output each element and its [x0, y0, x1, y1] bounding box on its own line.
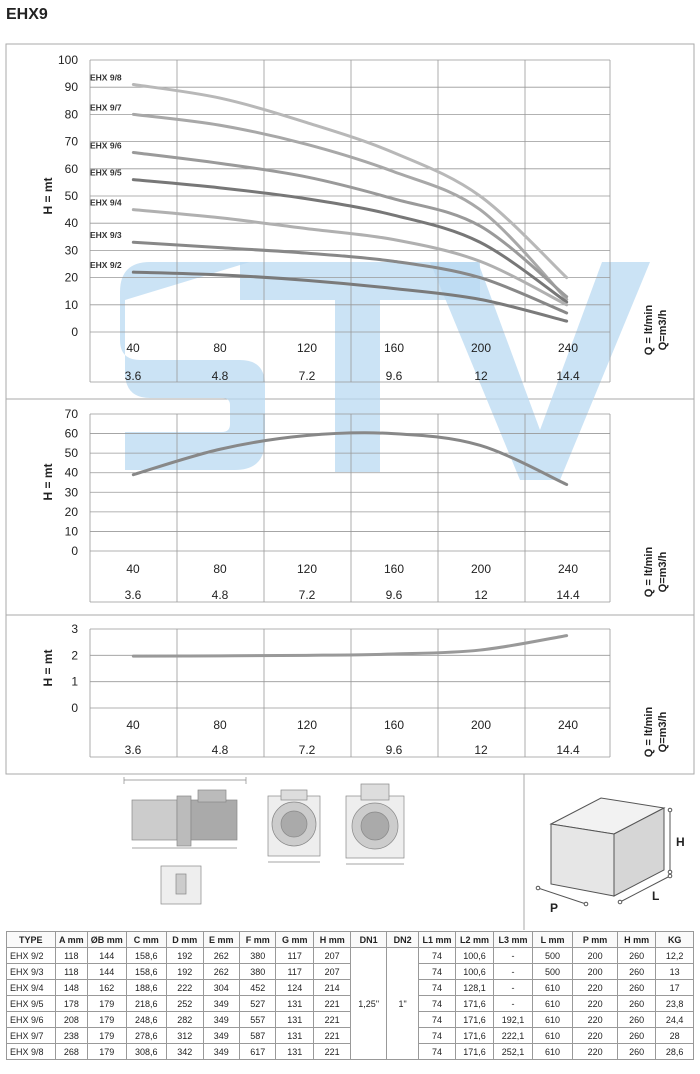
table-cell: 17 [656, 980, 694, 996]
table-cell: 178 [55, 996, 87, 1012]
table-cell: 124 [276, 980, 313, 996]
table-cell: 252,1 [494, 1044, 533, 1060]
table-cell: 380 [240, 964, 276, 980]
y-tick-label: 3 [71, 622, 78, 636]
table-cell: 220 [573, 980, 618, 996]
table-cell-type: EHX 9/7 [7, 1028, 56, 1044]
table-cell: 220 [573, 1044, 618, 1060]
table-header-cell: L1 mm [419, 932, 455, 948]
series-label-ehx-9-6: EHX 9/6 [90, 140, 122, 151]
x-tick-label-m3h: 14.4 [556, 743, 580, 757]
table-cell: 171,6 [455, 1028, 494, 1044]
table-cell: 74 [419, 996, 455, 1012]
y-tick-label: 2 [71, 648, 78, 663]
table-cell: 342 [167, 1044, 203, 1060]
table-cell-type: EHX 9/4 [7, 980, 56, 996]
x-tick-label-m3h: 3.6 [124, 369, 142, 383]
table-cell: 260 [617, 948, 656, 964]
table-cell: 144 [88, 964, 127, 980]
table-cell: 221 [313, 1012, 350, 1028]
y-tick-label: 20 [64, 504, 78, 519]
table-cell: 587 [240, 1028, 276, 1044]
series-label-ehx-9-3: EHX 9/3 [90, 230, 122, 241]
x-tick-label-lmin: 240 [557, 562, 579, 576]
x-tick-label-m3h: 12 [474, 743, 488, 757]
table-header-cell: L mm [532, 932, 573, 948]
x-tick-label-lmin: 40 [126, 341, 140, 355]
x-tick-label-lmin: 80 [213, 718, 227, 732]
x-tick-label-lmin: 200 [470, 718, 492, 732]
series-label-ehx-9-8: EHX 9/8 [90, 72, 122, 83]
x-tick-label-m3h: 3.6 [124, 588, 142, 602]
x-tick-label-lmin: 80 [213, 341, 227, 355]
table-cell: 179 [88, 1028, 127, 1044]
x-tick-label-m3h: 14.4 [556, 588, 580, 602]
x-tick-label-lmin: 120 [296, 341, 318, 355]
table-cell: 179 [88, 1012, 127, 1028]
series-label-ehx-9-5: EHX 9/5 [90, 167, 122, 178]
table-cell: 610 [532, 980, 573, 996]
table-cell: 74 [419, 964, 455, 980]
table-cell: 252 [167, 996, 203, 1012]
table-cell: 179 [88, 1044, 127, 1060]
table-cell: 221 [313, 1044, 350, 1060]
table-cell: 131 [276, 996, 313, 1012]
table-cell: - [494, 964, 533, 980]
table-cell: 262 [203, 948, 239, 964]
table-cell: 221 [313, 1028, 350, 1044]
y-tick-label: 10 [64, 297, 78, 312]
x-axis-label-lmin: Q = lt/min [643, 546, 655, 598]
table-cell: 28,6 [656, 1044, 694, 1060]
table-cell: 100,6 [455, 964, 494, 980]
table-cell: 74 [419, 980, 455, 996]
table-cell: 207 [313, 948, 350, 964]
x-tick-label-m3h: 4.8 [211, 369, 229, 383]
x-tick-label-lmin: 120 [296, 562, 318, 576]
y-axis-label: H = mt [41, 463, 55, 501]
y-tick-label: 30 [64, 485, 78, 500]
table-body [7, 948, 694, 1060]
x-tick-label-lmin: 200 [470, 562, 492, 576]
y-tick-label: 60 [64, 161, 78, 176]
x-axis-label-m3h: Q=m3/h [657, 711, 669, 753]
table-cell: 171,6 [455, 1012, 494, 1028]
table-cell: 118 [55, 948, 87, 964]
table-row [7, 1044, 694, 1060]
x-tick-label-m3h: 12 [474, 369, 488, 383]
table-cell: 222,1 [494, 1028, 533, 1044]
table-cell: 148 [55, 980, 87, 996]
x-tick-label-lmin: 80 [213, 562, 227, 576]
x-tick-label-m3h: 7.2 [298, 588, 316, 602]
y-tick-label: 40 [64, 216, 78, 231]
table-header-cell: TYPE [7, 932, 56, 948]
table-header-cell: F mm [240, 932, 276, 948]
table-row [7, 948, 694, 964]
series-label-ehx-9-4: EHX 9/4 [90, 197, 122, 208]
x-tick-label-lmin: 40 [126, 718, 140, 732]
table-cell: 218,6 [126, 996, 167, 1012]
table-cell: 74 [419, 948, 455, 964]
table-cell: 282 [167, 1012, 203, 1028]
table-header-cell: ØB mm [88, 932, 127, 948]
x-tick-label-lmin: 240 [557, 718, 579, 732]
x-axis-label-m3h: Q=m3/h [657, 551, 669, 593]
table-cell: 179 [88, 996, 127, 1012]
table-cell: 222 [167, 980, 203, 996]
y-tick-label: 90 [64, 80, 78, 95]
table-cell: 260 [617, 1012, 656, 1028]
table-cell: 221 [313, 996, 350, 1012]
table-header-cell: G mm [276, 932, 313, 948]
table-cell: 557 [240, 1012, 276, 1028]
table-cell: 260 [617, 964, 656, 980]
series-label-ehx-9-2: EHX 9/2 [90, 260, 122, 271]
table-cell: 171,6 [455, 996, 494, 1012]
table-cell-type: EHX 9/6 [7, 1012, 56, 1028]
table-cell: 349 [203, 1028, 239, 1044]
table-header-cell: L3 mm [494, 932, 533, 948]
series-label-ehx-9-7: EHX 9/7 [90, 102, 122, 113]
table-cell: 248,6 [126, 1012, 167, 1028]
pump-front-view-drawing [268, 790, 320, 862]
table-cell: 144 [88, 948, 127, 964]
table-header-cell: H mm [617, 932, 656, 948]
x-tick-label-m3h: 4.8 [211, 588, 229, 602]
table-cell: 171,6 [455, 1044, 494, 1060]
table-cell: 13 [656, 964, 694, 980]
table-cell: 192,1 [494, 1012, 533, 1028]
x-tick-label-m3h: 9.6 [385, 369, 403, 383]
table-row [7, 980, 694, 996]
table-cell: 208 [55, 1012, 87, 1028]
table-cell: 220 [573, 1012, 618, 1028]
x-tick-label-lmin: 40 [126, 562, 140, 576]
y-tick-label: 30 [64, 243, 78, 258]
table-cell: 131 [276, 1012, 313, 1028]
y-axis-label: H = mt [41, 649, 55, 687]
package-l-label: L [652, 889, 660, 903]
table-cell-dn2: 1" [386, 948, 418, 1060]
table-header-cell: P mm [573, 932, 618, 948]
table-cell: 610 [532, 1012, 573, 1028]
table-cell: 610 [532, 1044, 573, 1060]
y-tick-label: 10 [64, 524, 78, 539]
table-cell: 500 [532, 948, 573, 964]
y-tick-label: 60 [64, 426, 78, 441]
y-tick-label: 0 [71, 544, 78, 558]
table-cell: 304 [203, 980, 239, 996]
table-cell: 220 [573, 996, 618, 1012]
x-axis-label-lmin: Q = lt/min [643, 706, 655, 758]
table-cell: 312 [167, 1028, 203, 1044]
package-h-label: H [676, 835, 685, 849]
table-cell: 12,2 [656, 948, 694, 964]
table-header-cell: L2 mm [455, 932, 494, 948]
x-tick-label-lmin: 120 [296, 718, 318, 732]
x-tick-label-m3h: 7.2 [298, 743, 316, 757]
table-cell: 162 [88, 980, 127, 996]
x-tick-label-m3h: 14.4 [556, 369, 580, 383]
table-cell: 260 [617, 1044, 656, 1060]
table-cell: 100,6 [455, 948, 494, 964]
series-line-ehx-9-8 [133, 84, 566, 277]
table-cell: 200 [573, 948, 618, 964]
table-cell: 200 [573, 964, 618, 980]
table-row [7, 1012, 694, 1028]
table-cell: 192 [167, 964, 203, 980]
pump-side-view-drawing [124, 777, 246, 904]
table-cell: 349 [203, 1012, 239, 1028]
npsh-chart [41, 622, 669, 757]
table-row [7, 964, 694, 980]
x-tick-label-m3h: 9.6 [385, 588, 403, 602]
table-cell: - [494, 980, 533, 996]
table-cell: 117 [276, 964, 313, 980]
y-tick-label: 70 [64, 407, 78, 421]
table-cell: 617 [240, 1044, 276, 1060]
y-tick-label: 50 [64, 446, 78, 461]
y-tick-label: 80 [64, 107, 78, 122]
table-cell: 262 [203, 964, 239, 980]
table-cell: 118 [55, 964, 87, 980]
pump-rear-view-drawing [346, 784, 404, 864]
table-header-cell: DN2 [386, 932, 418, 948]
table-cell: 214 [313, 980, 350, 996]
y-tick-label: 1 [71, 674, 78, 689]
y-tick-label: 70 [64, 134, 78, 149]
table-cell: 500 [532, 964, 573, 980]
table-cell: 23,8 [656, 996, 694, 1012]
x-tick-label-lmin: 160 [383, 341, 405, 355]
table-row [7, 996, 694, 1012]
y-tick-label: 40 [64, 465, 78, 480]
table-cell: 268 [55, 1044, 87, 1060]
page-title: EHX9 [6, 6, 48, 23]
table-cell-type: EHX 9/8 [7, 1044, 56, 1060]
x-tick-label-lmin: 240 [557, 341, 579, 355]
table-cell: 278,6 [126, 1028, 167, 1044]
table-cell: 349 [203, 1044, 239, 1060]
table-cell: 238 [55, 1028, 87, 1044]
x-tick-label-m3h: 4.8 [211, 743, 229, 757]
table-cell: 192 [167, 948, 203, 964]
table-cell: 74 [419, 1012, 455, 1028]
series-line-npsh [133, 636, 566, 657]
x-tick-label-m3h: 9.6 [385, 743, 403, 757]
table-cell: - [494, 996, 533, 1012]
table-cell: 349 [203, 996, 239, 1012]
table-cell: 24,4 [656, 1012, 694, 1028]
table-cell: 220 [573, 1028, 618, 1044]
dimension-drawings [6, 774, 694, 930]
specs-table [6, 931, 694, 1060]
package-p-label: P [550, 901, 559, 915]
x-tick-label-lmin: 160 [383, 718, 405, 732]
y-tick-label: 0 [71, 325, 78, 339]
table-header-cell: KG [656, 932, 694, 948]
table-cell: 158,6 [126, 964, 167, 980]
table-cell: 28 [656, 1028, 694, 1044]
table-cell: 131 [276, 1028, 313, 1044]
table-cell: 188,6 [126, 980, 167, 996]
table-cell: 207 [313, 964, 350, 980]
table-header-cell: DN1 [351, 932, 386, 948]
table-cell: 610 [532, 996, 573, 1012]
table-header-cell: C mm [126, 932, 167, 948]
table-header-cell: E mm [203, 932, 239, 948]
table-cell: 380 [240, 948, 276, 964]
table-cell: 610 [532, 1028, 573, 1044]
table-cell: 527 [240, 996, 276, 1012]
table-cell-type: EHX 9/3 [7, 964, 56, 980]
table-cell: 131 [276, 1044, 313, 1060]
table-cell: - [494, 948, 533, 964]
x-tick-label-lmin: 200 [470, 341, 492, 355]
y-axis-label: H = mt [41, 177, 55, 215]
table-header-cell: D mm [167, 932, 203, 948]
table-row [7, 1028, 694, 1044]
table-cell: 260 [617, 1028, 656, 1044]
table-header-cell: A mm [55, 932, 87, 948]
table-cell: 260 [617, 996, 656, 1012]
table-cell-type: EHX 9/2 [7, 948, 56, 964]
table-cell: 117 [276, 948, 313, 964]
table-cell: 260 [617, 980, 656, 996]
x-axis-label-m3h: Q=m3/h [657, 309, 669, 351]
table-cell-dn1: 1,25" [351, 948, 386, 1060]
x-tick-label-m3h: 12 [474, 588, 488, 602]
x-tick-label-m3h: 7.2 [298, 369, 316, 383]
table-header-cell: H mm [313, 932, 350, 948]
table-cell: 158,6 [126, 948, 167, 964]
table-cell: 74 [419, 1044, 455, 1060]
table-cell: 308,6 [126, 1044, 167, 1060]
y-tick-label: 20 [64, 270, 78, 285]
table-cell: 128,1 [455, 980, 494, 996]
y-tick-label: 50 [64, 189, 78, 203]
watermark-letter-v [430, 262, 650, 480]
table-header-row [7, 932, 694, 948]
table-cell: 74 [419, 1028, 455, 1044]
x-axis-label-lmin: Q = lt/min [643, 304, 655, 356]
y-tick-label: 100 [57, 53, 78, 67]
x-tick-label-m3h: 3.6 [124, 743, 142, 757]
x-tick-label-lmin: 160 [383, 562, 405, 576]
table-cell: 452 [240, 980, 276, 996]
table-cell-type: EHX 9/5 [7, 996, 56, 1012]
y-tick-label: 0 [71, 701, 78, 715]
